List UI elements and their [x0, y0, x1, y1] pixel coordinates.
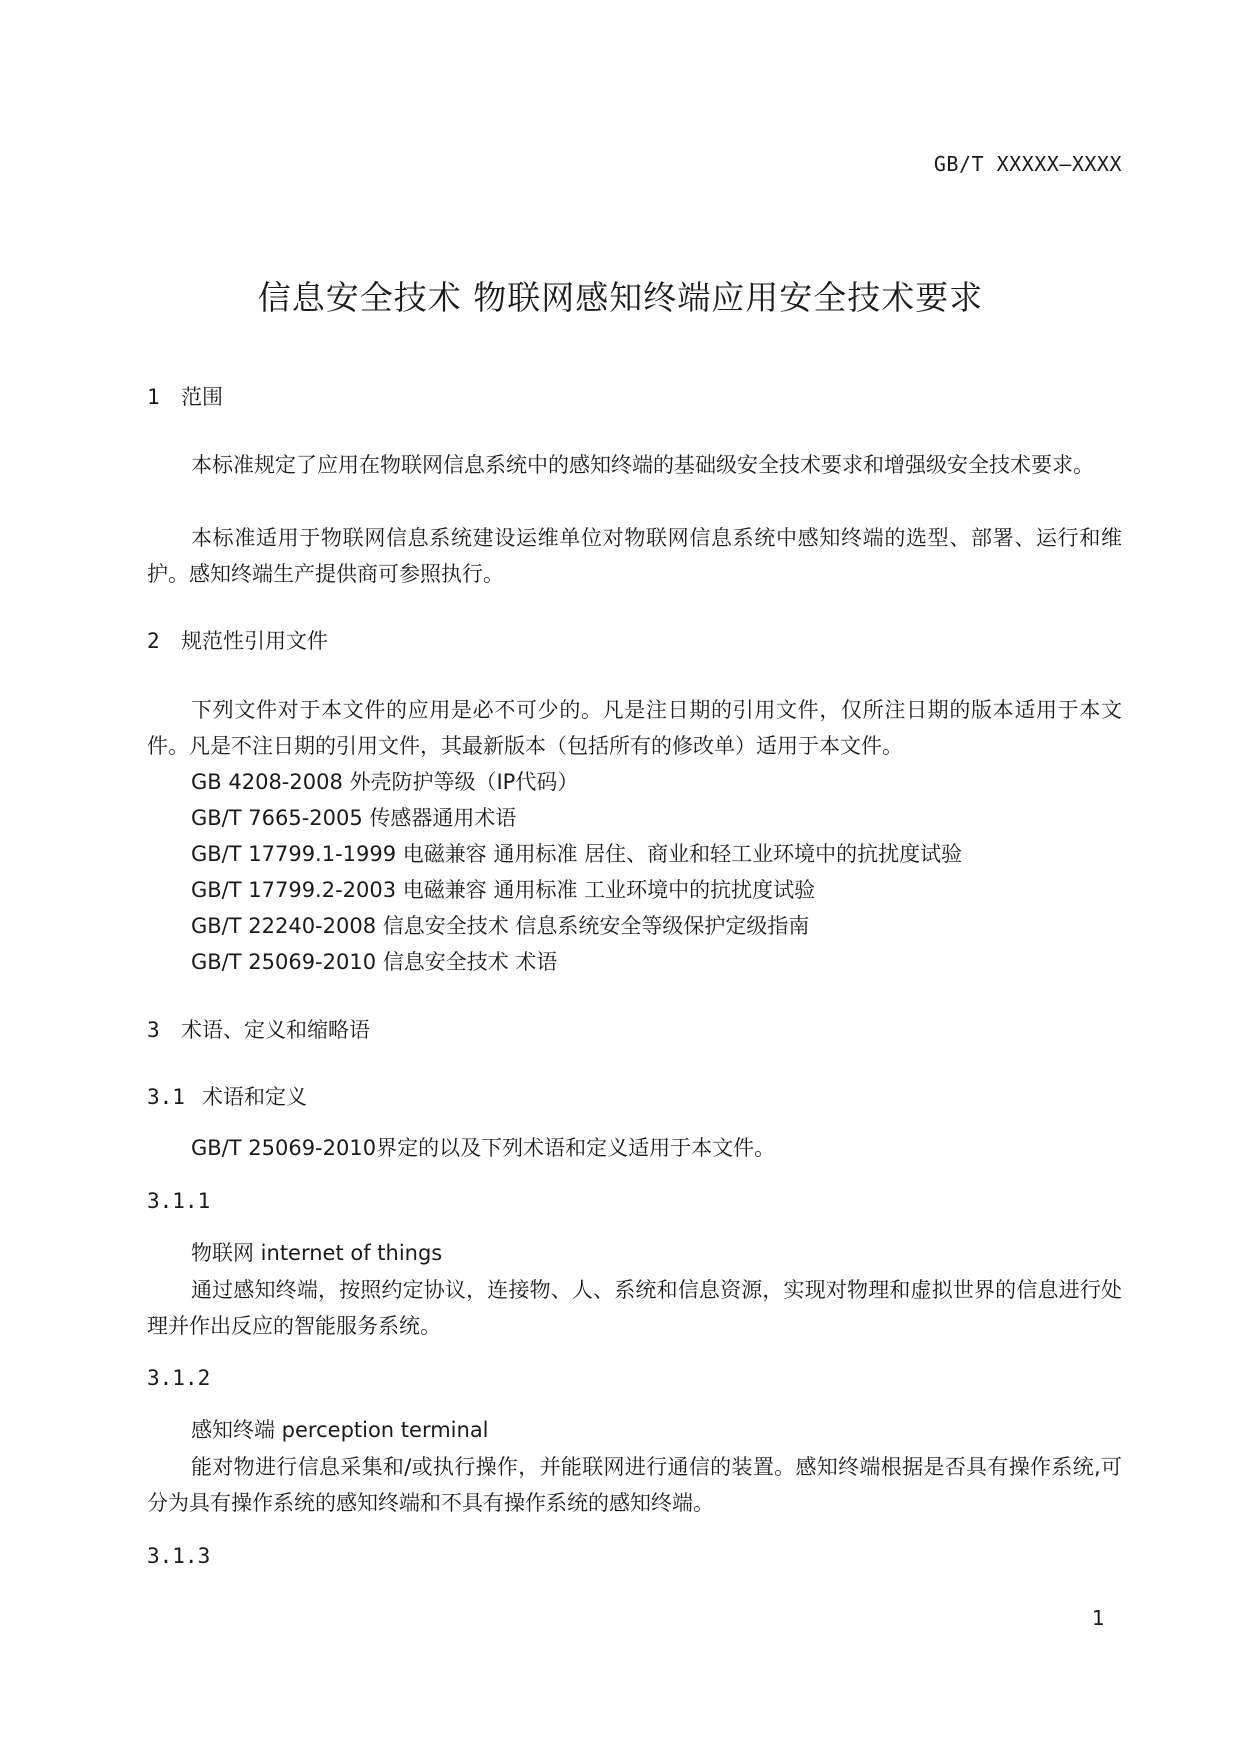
clause-number: 3.1.3 — [147, 1544, 211, 1568]
reference-item: GB/T 7665-2005 传感器通用术语 — [191, 806, 517, 830]
reference-item: GB/T 25069-2010 信息安全技术 术语 — [191, 950, 558, 974]
term-definition: 通过感知终端，按照约定协议，连接物、人、系统和信息资源，实现对物理和虚拟世界的信息进行处理并作出反应的智能服务系统。 — [147, 1278, 1122, 1338]
subsection-number: 3.1 — [147, 1085, 185, 1109]
term-heading: 物联网 internet of things — [191, 1241, 443, 1265]
subsection-3-1-heading — [147, 1082, 307, 1112]
section-title: 术语、定义和缩略语 — [181, 1018, 370, 1042]
clause-number: 3.1.1 — [147, 1189, 211, 1213]
document-title: 信息安全技术 物联网感知终端应用安全技术要求 — [257, 278, 984, 317]
reference-item: GB 4208-2008 外壳防护等级（IP代码） — [191, 770, 579, 794]
section-number: 2 — [147, 629, 160, 653]
term-definition: 能对物进行信息采集和/或执行操作，并能联网进行通信的装置。感知终端根据是否具有操作系统,可分为具有操作系统的感知终端和不具有操作系统的感知终端。 — [147, 1455, 1122, 1515]
reference-item: GB/T 17799.1-1999 电磁兼容 通用标准 居住、商业和轻工业环境中的抗扰度试验 — [191, 842, 963, 866]
section-1-paragraph-1: 本标准规定了应用在物联网信息系统中的感知终端的基础级安全技术要求和增强级安全技术要求。 — [191, 453, 1094, 477]
section-2-intro: 下列文件对于本文件的应用是必不可少的。凡是注日期的引用文件，仅所注日期的版本适用于本文件。凡是不注日期的引用文件，其最新版本（包括所有的修改单）适用于本文件。 — [147, 698, 1122, 758]
section-title: 规范性引用文件 — [181, 629, 328, 653]
reference-item: GB/T 22240-2008 信息安全技术 信息系统安全等级保护定级指南 — [191, 914, 810, 938]
section-number: 1 — [147, 385, 160, 409]
section-2-heading — [147, 626, 328, 656]
section-3-heading — [147, 1015, 370, 1045]
section-1-heading — [147, 382, 223, 412]
page-number: 1 — [1092, 1606, 1105, 1630]
reference-item: GB/T 17799.2-2003 电磁兼容 通用标准 工业环境中的抗扰度试验 — [191, 878, 816, 902]
term-heading: 感知终端 perception terminal — [191, 1418, 489, 1442]
subsection-title: 术语和定义 — [202, 1085, 307, 1109]
section-title: 范围 — [181, 385, 223, 409]
standard-code: GB/T XXXXX—XXXX — [933, 152, 1122, 176]
subsection-3-1-intro: GB/T 25069-2010界定的以及下列术语和定义适用于本文件。 — [191, 1136, 776, 1160]
section-1-paragraph-2: 本标准适用于物联网信息系统建设运维单位对物联网信息系统中感知终端的选型、部署、运行和维护。感知终端生产提供商可参照执行。 — [147, 526, 1122, 586]
clause-number: 3.1.2 — [147, 1366, 211, 1390]
section-number: 3 — [147, 1018, 160, 1042]
